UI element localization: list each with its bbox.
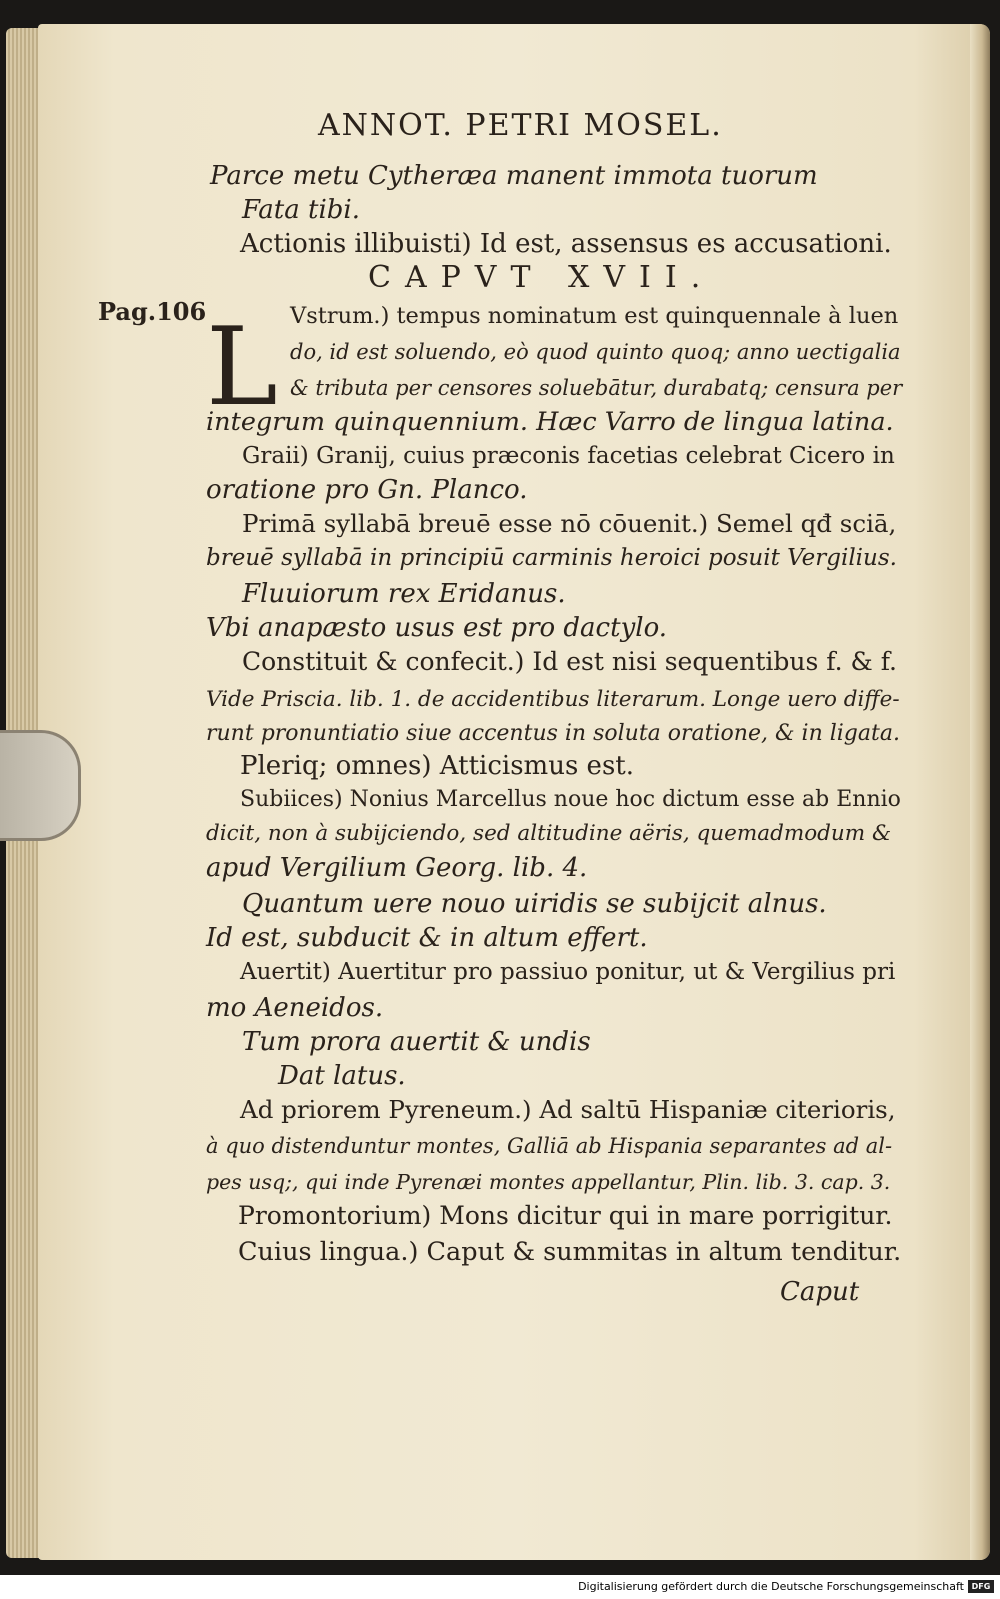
text-line: Fluuiorum rex Eridanus. xyxy=(242,579,566,609)
chapter-title: CAPVT XVII. xyxy=(368,260,715,295)
text-line: & tributa per censores soluebātur, durabatq; censura per xyxy=(290,376,903,400)
text-line: integrum quinquennium. Hæc Varro de lingua latina. xyxy=(206,407,894,437)
text-line: Graii) Granij, cuius præconis facetias celebrat Cicero in xyxy=(242,443,895,469)
text-line: Vbi anapæsto usus est pro dactylo. xyxy=(206,613,668,643)
running-header: ANNOT. PETRI MOSEL. xyxy=(318,108,723,143)
text-line: Vide Priscia. lib. 1. de accidentibus literarum. Longe uero diffe- xyxy=(206,687,900,712)
drop-cap: L xyxy=(206,305,278,430)
text-line: Dat latus. xyxy=(278,1061,406,1091)
funding-note: Digitalisierung gefördert durch die Deutsche Forschungsgemeinschaft xyxy=(578,1580,964,1593)
text-line: Cuius lingua.) Caput & summitas in altum tenditur. xyxy=(238,1237,902,1267)
text-line: Actionis illibuisti) Id est, assensus es accusationi. xyxy=(240,229,892,259)
text-line: Quantum uere nouo uiridis se subijcit alnus. xyxy=(242,889,827,919)
text-line: apud Vergilium Georg. lib. 4. xyxy=(206,853,588,883)
text-line: à quo distenduntur montes, Galliā ab Hispania separantes ad al- xyxy=(206,1134,893,1158)
margin-note: Pag.106 xyxy=(98,297,207,326)
text-line: Parce metu Cytheræa manent immota tuorum xyxy=(210,161,818,191)
text-line: Ad priorem Pyreneum.) Ad saltū Hispaniæ citerioris, xyxy=(240,1095,896,1124)
text-line: mo Aeneidos. xyxy=(206,993,384,1023)
text-line: Pleriq; omnes) Atticismus est. xyxy=(240,751,634,781)
text-line: Primā syllabā breuē esse nō cōuenit.) Semel qđ sciā, xyxy=(242,509,897,538)
text-line: pes usq;, qui inde Pyrenæi montes appellantur, Plin. lib. 3. cap. 3. xyxy=(206,1170,891,1194)
text-line: Constituit & confecit.) Id est nisi sequentibus f. & f. xyxy=(242,647,898,676)
text-line: dicit, non à subijciendo, sed altitudine aëris, quemadmodum & xyxy=(206,821,892,846)
dfg-logo: DFG xyxy=(968,1580,994,1593)
footer-bar xyxy=(0,1575,1000,1599)
text-line: Vstrum.) tempus nominatum est quinquennale à luen xyxy=(290,303,899,329)
text-line: Promontorium) Mons dicitur qui in mare porrigitur. xyxy=(238,1201,893,1230)
text-line: runt pronuntiatio siue accentus in soluta oratione, & in ligata. xyxy=(206,721,900,746)
catchword: Caput xyxy=(780,1277,860,1307)
text-line: do, id est soluendo, eò quod quinto quoq; anno uectigalia xyxy=(290,340,901,364)
text-line: Subiices) Nonius Marcellus noue hoc dictum esse ab Ennio xyxy=(240,787,901,812)
text-line: breuē syllabā in principiū carminis heroici posuit Vergilius. xyxy=(206,545,897,571)
text-line: Fata tibi. xyxy=(242,195,360,225)
text-line: oratione pro Gn. Planco. xyxy=(206,475,528,505)
text-line: Auertit) Auertitur pro passiuo ponitur, ut & Vergilius pri xyxy=(240,959,896,985)
text-line: Id est, subducit & in altum effert. xyxy=(206,923,648,953)
text-line: Tum prora auertit & undis xyxy=(242,1027,591,1057)
